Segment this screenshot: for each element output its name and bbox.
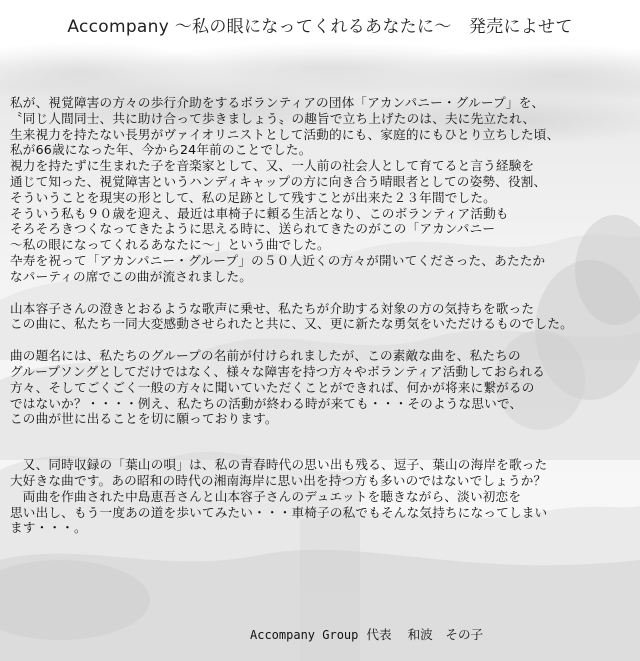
text-line: そういう私も９０歳を迎え、最近は車椅子に頼る生活となり、このボランティア活動も xyxy=(10,205,509,221)
letter-body xyxy=(10,95,634,536)
text-line: 卆寿を祝って「アカンパニー・グループ」の５０人近くの方々が開いてくださった、あたたか xyxy=(10,252,546,268)
text-line: 通じて知った、視覚障害というハンディキャップの方に向き合う晴眼者としての姿勢、役割、 xyxy=(10,173,547,189)
paragraph-1 xyxy=(10,95,634,285)
text-line: 又、同時収録の「葉山の唄」は、私の青春時代の思い出も残る、逗子、葉山の海岸を歌った xyxy=(10,457,548,473)
text-line: ます・・・。 xyxy=(10,520,87,536)
text-line: 大好きな曲です。あの昭和の時代の湘南海岸に思い出を持つ方も多いのではないでしょうか？ xyxy=(10,472,547,488)
text-line: 曲の題名には、私たちのグループの名前が付けられましたが、この素敵な曲を、私たちの xyxy=(10,348,521,364)
text-line: 私が、視覚障害の方々の歩行介助をするボランティアの団体「アカンパニー・グループ」を、 xyxy=(10,95,545,110)
text-line: ではないか？・・・・例え、私たちの活動が終わる時が来ても・・・そのような思いで、 xyxy=(10,395,523,411)
paragraph-spacer xyxy=(10,427,634,457)
text-line: 〝同じ人間同士、共に助け合って歩きましょう〟の趣旨で立ち上げたのは、夫に先立たれ、 xyxy=(10,110,536,126)
text-line: この曲が世に出ることを切に願っております。 xyxy=(10,411,278,427)
text-line: 山本容子さんの澄きとおるような歌声に乗せ、私たちが介助する対象の方の気持ちを歌った xyxy=(10,300,535,316)
text-line: この曲に、私たち一同大変感動させられたと共に、又、更に新たな勇気をいただけるものでした。 xyxy=(10,316,573,332)
text-line: なパーティの席でこの曲が流されました。 xyxy=(10,268,253,284)
text-line: 〜私の眼になってくれるあなたに〜」という曲でした。 xyxy=(10,237,330,253)
signature-group-name: Accompany Group xyxy=(250,628,359,642)
text-line: 思い出し、もう一度あの道を歩いてみたい・・・車椅子の私でもそんな気持ちになってしまい xyxy=(10,504,548,520)
paragraph-spacer xyxy=(10,332,634,348)
signature xyxy=(250,624,483,643)
signature-role: 代表 xyxy=(366,627,392,642)
text-line: 方々、そしてごくごく一般の方々に聞いていただくことができれば、何かが将来に繋がるの xyxy=(10,379,535,395)
text-line: そういうことを現実の形として、私の足跡として残すことが出来た２３年間でした。 xyxy=(10,189,496,205)
text-line: そろそろきつくなってきたように思える時に、送られてきたのがこの「アカンパニー xyxy=(10,221,496,237)
paragraph-3 xyxy=(10,348,634,427)
text-line: 視力を持たずに生まれた子を音楽家として、又、一人前の社会人として育てると言う経験を xyxy=(10,158,535,174)
paragraph-4 xyxy=(10,457,634,536)
paragraph-spacer xyxy=(10,285,634,301)
text-line: 両曲を作曲された中島恵吾さんと山本容子さんのデュエットを聴きながら、淡い初恋を xyxy=(10,488,522,504)
text-line: 私が66歳になった年、今から24年前のことでした。 xyxy=(10,142,312,158)
paragraph-2 xyxy=(10,301,634,333)
page-title: Accompany 〜私の眼になってくれるあなたに〜 発売によせて xyxy=(67,17,573,37)
signature-name: 和波 その子 xyxy=(407,627,484,642)
text-line: 生来視力を持たない長男がヴァイオリニストとして活動的にも、家庭的にもひとり立ちした頃、 xyxy=(10,126,560,142)
text-line: グループソングとしてだけではなく、様々な障害を持つ方々やボランティア活動しておられる xyxy=(10,363,546,379)
